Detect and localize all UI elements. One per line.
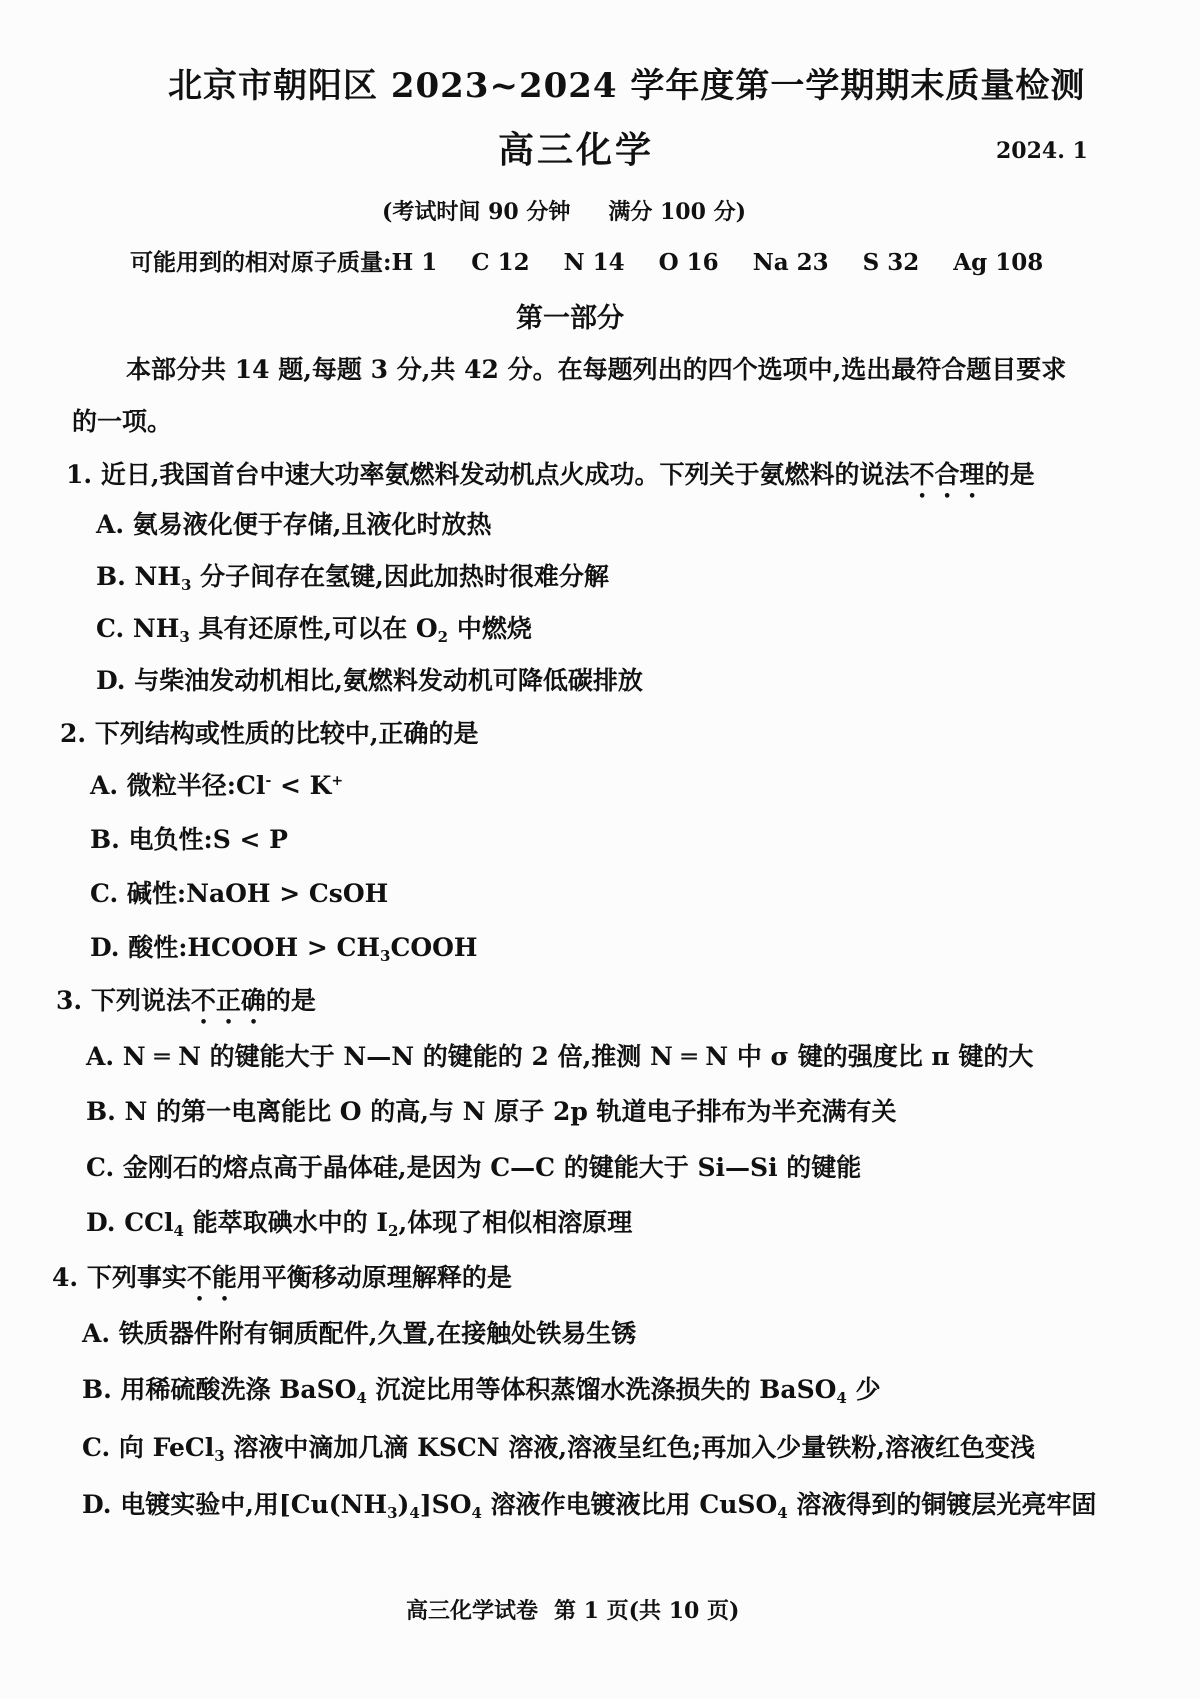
exam-title: 北京市朝阳区 2023~2024 学年度第一学期期末质量检测: [168, 66, 1086, 106]
full-score: 满分 100 分): [608, 199, 746, 225]
exam-info: [382, 195, 746, 226]
section-instruction: 本部分共 14 题,每题 3 分,共 42 分。在每题列出的四个选项中,选出最符合题目要求: [126, 355, 1067, 384]
page-footer: [406, 1594, 739, 1625]
question-1-option-b: B. $NH_3$ 分子间存在氢键,因此加热时很难分解: [96, 562, 609, 594]
emphasis-text: 不合理: [909, 460, 985, 489]
question-3-option-c: C. 金刚石的熔点高于晶体硅,是因为 C—C 的键能大于 Si—Si 的键能: [86, 1153, 862, 1182]
question-number: 3.: [56, 986, 83, 1015]
section-instruction-continued: 的一项。: [72, 407, 173, 436]
paper-name: 高三化学试卷: [406, 1598, 539, 1624]
question-1-option-a: A. 氨易液化便于存储,且液化时放热: [96, 510, 492, 539]
question-2-option-b: B. 电负性:S < P: [90, 825, 288, 854]
question-2-option-a: A. 微粒半径:Cl- < K+: [90, 771, 344, 800]
question-number: 1.: [66, 460, 93, 489]
question-3-option-d: D. CCl$_4$ 能萃取碘水中的 $I_2$,体现了相似相溶原理: [86, 1208, 633, 1240]
atomic-mass-item: Na 23: [752, 249, 829, 276]
atomic-masses-label: 可能用到的相对原子质量:: [130, 249, 392, 276]
subject-title: 高三化学: [498, 129, 655, 171]
question-4-option-c: C. 向 FeCl$_3$ 溶液中滴加几滴 KSCN 溶液,溶液呈红色;再加入少量铁粉,溶液红色变浅: [82, 1433, 1035, 1465]
emphasis-text: 不能: [186, 1263, 237, 1292]
question-1-stem: 1. 近日,我国首台中速大功率氨燃料发动机点火成功。下列关于氨燃料的说法不合理的是: [66, 460, 1035, 489]
atomic-mass-item: N 14: [563, 249, 625, 276]
question-4-stem: 4. 下列事实不能用平衡移动原理解释的是: [52, 1263, 512, 1292]
atomic-mass-item: C 12: [471, 249, 530, 276]
page-number: 第 1 页(共 10 页): [554, 1598, 740, 1624]
question-4-option-d: D. 电镀实验中,用$[Cu(NH_3)_4]SO_4$ 溶液作电镀液比用 CuSO$_4$ 溶液得到的铜镀层光亮牢固: [82, 1490, 1097, 1522]
atomic-mass-item: H 1: [391, 249, 438, 276]
question-3-option-b: B. N 的第一电离能比 O 的高,与 N 原子 2p 轨道电子排布为半充满有关: [86, 1097, 897, 1126]
question-3-stem: 3. 下列说法不正确的是: [56, 986, 316, 1015]
question-2-option-d: D. 酸性:HCOOH > $CH_3COOH$: [90, 933, 478, 965]
atomic-mass-item: S 32: [862, 249, 920, 276]
atomic-masses: [130, 244, 1077, 277]
question-4-option-b: B. 用稀硫酸洗涤 BaSO$_4$ 沉淀比用等体积蒸馏水洗涤损失的 BaSO$_4$ 少: [82, 1375, 881, 1407]
question-1-option-d: D. 与柴油发动机相比,氨燃料发动机可降低碳排放: [96, 666, 643, 695]
atomic-mass-item: Ag 108: [953, 249, 1044, 276]
question-4-option-a: A. 铁质器件附有铜质配件,久置,在接触处铁易生锈: [82, 1319, 637, 1348]
question-number: 4.: [52, 1263, 79, 1292]
time-limit: (考试时间 90 分钟: [382, 199, 571, 225]
exam-date: 2024. 1: [996, 138, 1088, 164]
section-title: 第一部分: [516, 303, 624, 334]
question-1-option-c: C. $NH_3$ 具有还原性,可以在 $O_2$ 中燃烧: [96, 614, 532, 646]
question-3-option-a: A. N ═ N 的键能大于 N—N 的键能的 2 倍,推测 N ═ N 中 σ 键的强度比 π 键的大: [86, 1042, 1034, 1071]
emphasis-text: 不正确: [190, 986, 266, 1015]
atomic-mass-item: O 16: [658, 249, 719, 276]
question-number: 2.: [60, 719, 87, 748]
question-2-option-c: C. 碱性:NaOH > CsOH: [90, 879, 389, 908]
question-2-stem: 2. 下列结构或性质的比较中,正确的是: [60, 719, 479, 748]
